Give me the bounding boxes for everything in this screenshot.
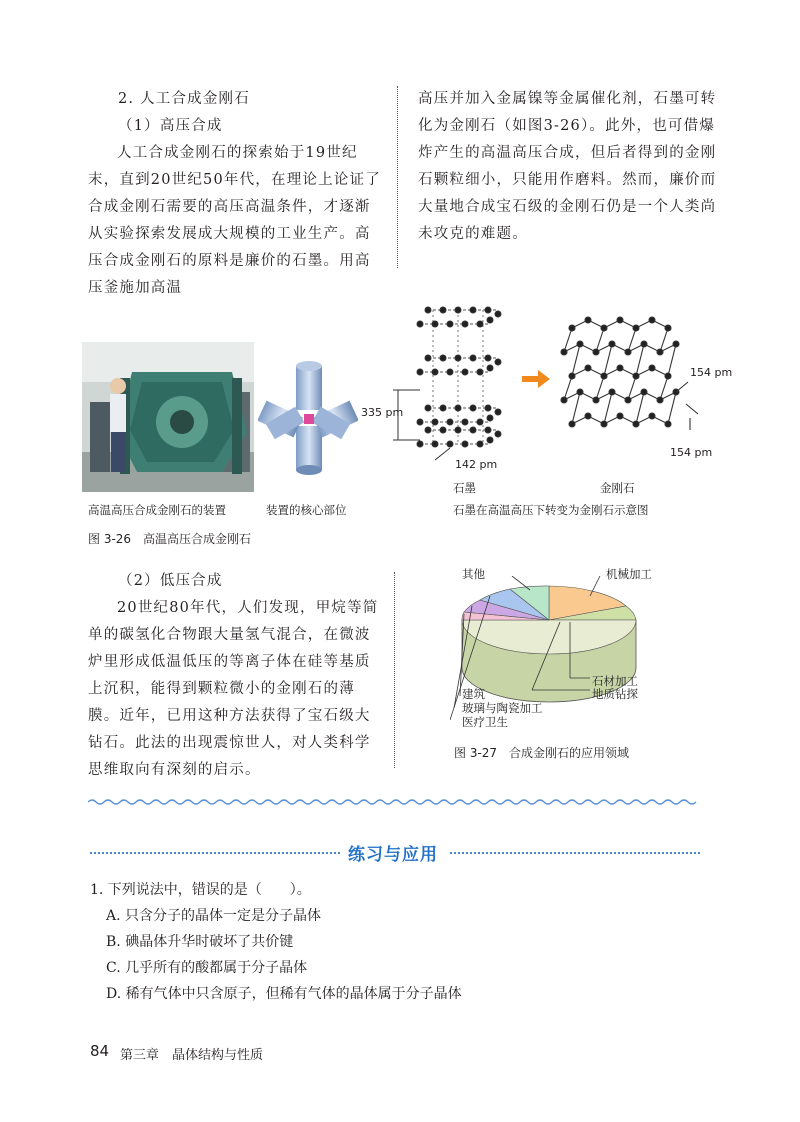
section-heading: 2. 人工合成金刚石 [118, 91, 250, 107]
column-divider-2 [394, 572, 395, 768]
core-part-illustration [258, 358, 358, 478]
caption-core-part: 装置的核心部位 [266, 503, 347, 517]
apparatus-photo [82, 342, 254, 492]
subsection-low-pressure: （2）低压合成 [118, 573, 223, 589]
graphite-diamond-diagram [358, 300, 733, 490]
pie-label-glass: 玻璃与陶瓷加工 [462, 701, 543, 715]
figure-3-26-title: 图 3-26 高温高压合成金刚石 [88, 532, 252, 546]
question-1: 1. 下列说法中，错误的是（ ）。 [90, 882, 311, 898]
wavy-divider [88, 792, 700, 802]
dimension-154-top: 154 pm [690, 366, 733, 379]
paragraph-low-pressure: 20世纪80年代，人们发现，甲烷等简单的碳氢化合物跟大量氢气混合，在微波炉里形成低温低压的等离子体在硅等基质上沉积，能得到颗粒微小的金刚石的薄膜。近年，已用这种方法获得了宝石级大钻石。此法的出现震惊世人，对人类科学思维取向有深刻的启示。 [88, 600, 379, 778]
option-b: B. 碘晶体升华时破坏了共价键 [106, 934, 294, 950]
option-c: C. 几乎所有的酸都属于分子晶体 [106, 960, 308, 976]
pie-label-other: 其他 [462, 567, 485, 581]
exercise-banner: 练习与应用 [348, 845, 438, 865]
chapter-title: 第三章 晶体结构与性质 [120, 1048, 264, 1063]
subsection-high-pressure: （1）高压合成 [118, 118, 223, 134]
pie-label-medical: 医疗卫生 [462, 715, 508, 729]
dimension-154-bottom: 154 pm [670, 446, 713, 459]
right-column [418, 86, 718, 248]
paragraph-high-pressure-left: 人工合成金刚石的探索始于19世纪末，直到20世纪50年代，在理论上论证了合成金刚石需要的高压高温条件，才逐渐从实验探索发展成大规模的工业生产。高压合成金刚石的原料是廉价的石墨。用高压釜施加高温 [88, 145, 381, 296]
diamond-structure [561, 317, 698, 430]
option-a: A. 只含分子的晶体一定是分子晶体 [106, 908, 322, 924]
dimension-142: 142 pm [455, 458, 498, 471]
label-diamond: 金刚石 [600, 481, 635, 495]
pie-label-geology: 地质钻探 [592, 687, 638, 701]
left-column [88, 86, 384, 302]
option-d: D. 稀有气体中只含原子，但稀有气体的晶体属于分子晶体 [106, 986, 462, 1002]
paragraph-high-pressure-right: 高压并加入金属镍等金属催化剂，石墨可转化为金刚石（如图3-26）。此外，也可借爆炸产生的高温高压合成，但后者得到的金刚石颗粒细小，只能用作磨料。然而，廉价而大量地合成宝石级的金刚石仍是一个人类尚未攻克的难题。 [418, 91, 717, 242]
arrow-icon [522, 370, 550, 388]
low-pressure-column [88, 568, 384, 784]
page-number: 84 [90, 1042, 110, 1060]
graphite-structure [393, 307, 501, 460]
caption-transform: 石墨在高温高压下转变为金刚石示意图 [453, 503, 649, 517]
pie-label-machining: 机械加工 [606, 567, 652, 581]
banner-rule-left [90, 852, 340, 854]
label-graphite: 石墨 [453, 481, 476, 495]
pie-label-stone: 石材加工 [592, 674, 638, 688]
figure-3-27-title: 图 3-27 合成金刚石的应用领域 [454, 746, 630, 760]
dimension-335: 335 pm [361, 406, 404, 419]
column-divider [397, 86, 398, 268]
banner-rule-right [450, 852, 700, 854]
caption-apparatus: 高温高压合成金刚石的装置 [88, 503, 226, 517]
pie-label-construction: 建筑 [462, 687, 485, 701]
